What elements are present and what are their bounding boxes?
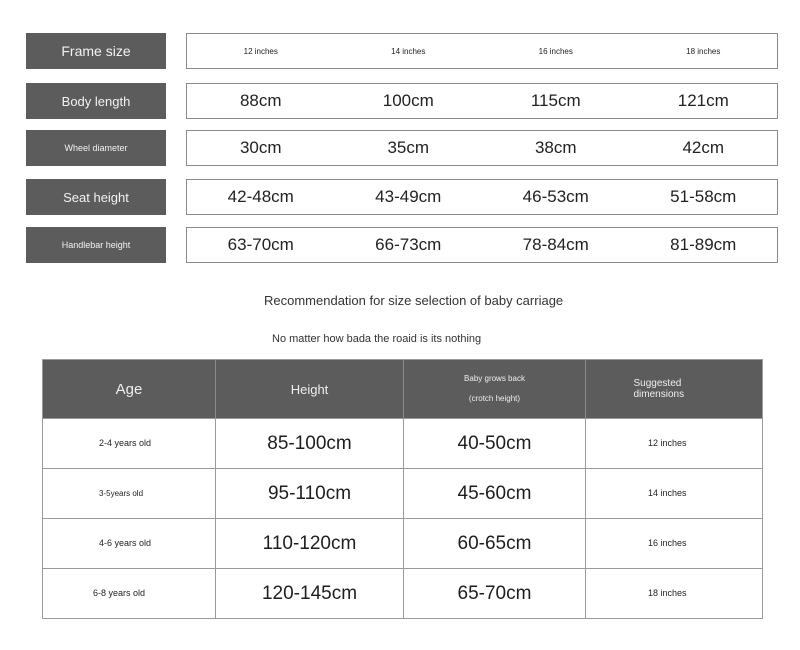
table-row (43, 568, 762, 618)
header-age (43, 360, 216, 418)
height-cell: 110-120cm (216, 519, 404, 568)
table-row (43, 518, 762, 568)
spec-row-seat-height (0, 179, 800, 219)
spec-label: Frame size (26, 33, 166, 69)
spec-row-handlebar-height (0, 227, 800, 267)
spec-label: Wheel diameter (26, 130, 166, 166)
crotch-cell: 65-70cm (404, 569, 586, 618)
table-header (43, 360, 762, 418)
age-cell (43, 569, 216, 618)
size-text: 16 inches (648, 538, 687, 548)
spec-value: 30cm (239, 138, 282, 157)
header-crotch-line1: Baby grows back (464, 374, 525, 383)
spec-values (186, 227, 778, 263)
spec-value: 46-53cm (522, 187, 589, 206)
spec-value: 43-49cm (375, 187, 442, 206)
spec-value: 88cm (239, 91, 282, 110)
table-row (43, 468, 762, 518)
spec-values (186, 179, 778, 215)
age-text: 4-6 years old (99, 538, 152, 548)
crotch-cell: 45-60cm (404, 469, 586, 518)
recommendation-title: Recommendation for size selection of baby carriage (264, 293, 564, 308)
header-crotch-line2: (crotch height) (468, 394, 521, 403)
spec-row-frame-size (0, 33, 800, 73)
size-recommendation-table (42, 359, 763, 619)
spec-value: 42-48cm (227, 187, 294, 206)
spec-value: 12 inches (243, 46, 278, 56)
spec-value: 51-58cm (670, 187, 737, 206)
age-text: 3-5years old (99, 489, 144, 498)
spec-values (186, 130, 778, 166)
spec-value: 16 inches (538, 46, 573, 56)
spec-value: 66-73cm (375, 235, 442, 254)
height-cell: 95-110cm (216, 469, 404, 518)
spec-label: Handlebar height (26, 227, 166, 263)
spec-label: Seat height (26, 179, 166, 215)
header-height-label: Height (290, 381, 329, 397)
size-cell (586, 569, 761, 618)
size-cell (586, 419, 761, 468)
crotch-cell: 40-50cm (404, 419, 586, 468)
age-cell (43, 519, 216, 568)
spec-values (186, 33, 778, 69)
spec-value: 100cm (382, 91, 434, 110)
spec-value: 38cm (534, 138, 577, 157)
age-cell (43, 469, 216, 518)
header-suggested-dimensions (586, 360, 761, 418)
spec-value: 35cm (387, 138, 430, 157)
size-cell (586, 519, 761, 568)
table-row (43, 418, 762, 468)
height-cell: 85-100cm (216, 419, 404, 468)
spec-values (186, 83, 778, 119)
height-cell: 120-145cm (216, 569, 404, 618)
spec-value: 14 inches (391, 46, 426, 56)
crotch-cell: 60-65cm (404, 519, 586, 568)
spec-row-wheel-diameter (0, 130, 800, 170)
age-text: 6-8 years old (93, 588, 146, 598)
size-text: 12 inches (648, 438, 687, 448)
spec-label: Body length (26, 83, 166, 119)
spec-value: 115cm (530, 91, 581, 110)
size-cell (586, 469, 761, 518)
spec-value: 78-84cm (522, 235, 589, 254)
age-text: 2-4 years old (99, 438, 152, 448)
header-height (216, 360, 404, 418)
spec-value: 81-89cm (670, 235, 737, 254)
recommendation-subtitle: No matter how bada the roaid is its nothing (272, 333, 482, 345)
spec-value: 42cm (682, 138, 725, 157)
spec-row-body-length (0, 83, 800, 123)
header-crotch-height (404, 360, 586, 418)
spec-value: 18 inches (686, 46, 721, 56)
header-size-label: Suggested dimensions (633, 378, 685, 400)
spec-value: 63-70cm (227, 235, 294, 254)
size-text: 14 inches (648, 488, 687, 498)
spec-value: 121cm (677, 91, 729, 110)
header-age-label: Age (115, 380, 143, 398)
size-text: 18 inches (648, 588, 687, 598)
age-cell (43, 419, 216, 468)
